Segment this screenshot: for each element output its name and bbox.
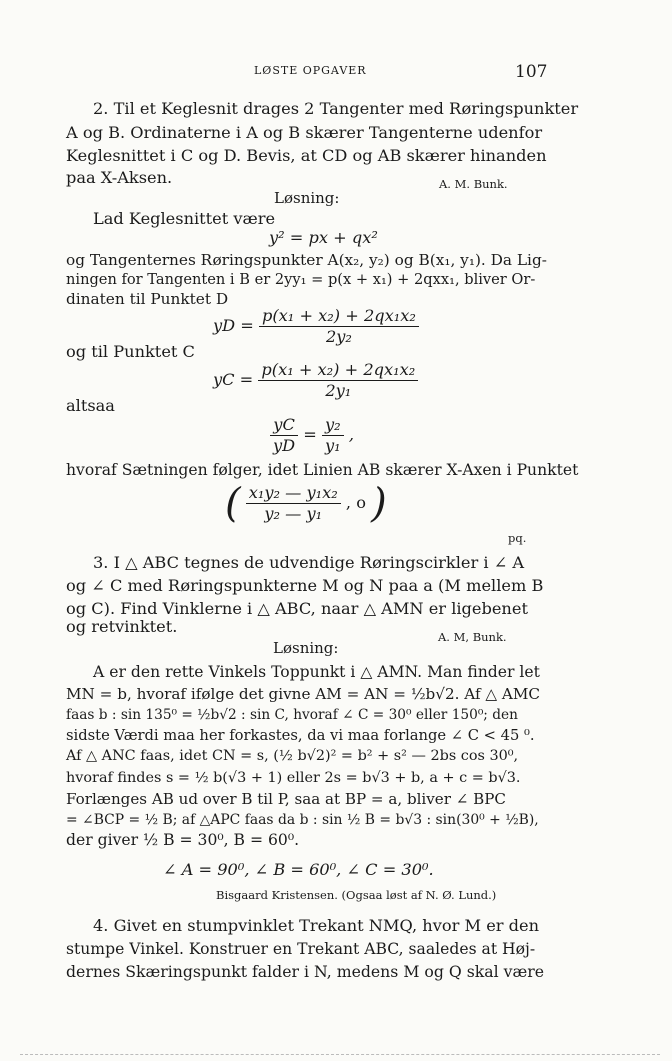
problem-2-line-4: paa X-Aksen. xyxy=(66,168,173,187)
tangent-line-3: dinaten til Punktet D xyxy=(66,290,229,308)
yD-fraction xyxy=(259,306,419,347)
tangent-line-2: ningen for Tangenten i B er 2yy₁ = p(x + x₁) + 2qxx₁, bliver Or- xyxy=(66,271,536,288)
problem-4-line-1: 4. Givet en stumpvinklet Trekant NMQ, hvor M er den xyxy=(93,916,540,935)
p3-sol-line-5: Af △ ANC faas, idet CN = s, (½ b√2)² = b² + s² — 2bs cos 30⁰, xyxy=(66,748,519,764)
problem-3-solution-heading: Løsning: xyxy=(273,639,339,657)
yD-lhs: yD = xyxy=(213,316,254,335)
equation-yD xyxy=(213,306,419,347)
running-header: LØSTE OPGAVER xyxy=(254,64,367,77)
problem-2-author: A. M. Bunk. xyxy=(439,177,508,191)
point-tail: , o xyxy=(345,493,366,512)
yD-denominator: 2y₂ xyxy=(325,327,352,346)
problem-2-line-1: 2. Til et Keglesnit drages 2 Tangenter med Røringspunkter xyxy=(93,99,579,118)
equation-ratio xyxy=(270,415,354,456)
problem-2-line-2: A og B. Ordinaterne i A og B skærer Tangenterne udenfor xyxy=(66,123,543,142)
equation-yC xyxy=(213,360,418,401)
problem-3-line-1: 3. I △ ABC tegnes de udvendige Røringscirkler i ∠ A xyxy=(93,553,525,572)
p3-sol-line-2: MN = b, hvoraf ifølge det givne AM = AN = ½b√2. Af △ AMC xyxy=(66,685,541,703)
point-fraction xyxy=(246,483,341,524)
tangent-line-1: og Tangenternes Røringspunkter A(x₂, y₂) og B(x₁, y₁). Da Lig- xyxy=(66,251,547,269)
right-paren: ) xyxy=(371,480,387,527)
ratio-left xyxy=(270,415,298,456)
problem-2-line-3: Keglesnittet i C og D. Bevis, at CD og AB skærer hinanden xyxy=(66,146,547,165)
signoff-pq: pq. xyxy=(508,531,527,545)
ratio-right xyxy=(322,415,344,456)
problem-3-result: ∠ A = 90⁰, ∠ B = 60⁰, ∠ C = 30⁰. xyxy=(163,860,434,879)
yC-lhs: yC = xyxy=(213,370,254,389)
ratio-right-num: y₂ xyxy=(322,415,344,436)
point-denominator: y₂ — y₁ xyxy=(264,504,323,523)
ratio-comma: , xyxy=(348,425,354,444)
altsaa: altsaa xyxy=(66,396,115,415)
conclusion: hvoraf Sætningen følger, idet Linien AB skærer X-Axen i Punktet xyxy=(66,461,579,479)
problem-3-credit: Bisgaard Kristensen. (Ogsaa løst af N. Ø. Lund.) xyxy=(216,888,497,902)
solution-intro: Lad Keglesnittet være xyxy=(93,209,276,228)
p3-sol-line-8: = ∠BCP = ½ B; af △APC faas da b : sin ½ B = b√3 : sin(30⁰ + ½B), xyxy=(66,812,539,828)
ratio-right-den: y₁ xyxy=(325,436,341,455)
problem-4-line-3: dernes Skæringspunkt falder i N, medens M og Q skal være xyxy=(66,962,544,981)
p3-sol-line-1: A er den rette Vinkels Toppunkt i △ AMN. Man finder let xyxy=(93,663,540,681)
left-paren: ( xyxy=(225,480,241,527)
page-number: 107 xyxy=(515,62,548,82)
problem-3-line-2: og ∠ C med Røringspunkterne M og N paa a (M mellem B xyxy=(66,576,544,595)
problem-3-author: A. M, Bunk. xyxy=(438,630,507,644)
p3-sol-line-7: Forlænges AB ud over B til P, saa at BP = a, bliver ∠ BPC xyxy=(66,790,506,808)
intersection-point xyxy=(225,480,387,527)
equation-conic: y² = px + qx² xyxy=(269,228,378,247)
problem-3-line-4: og retvinktet. xyxy=(66,617,178,636)
yC-numerator: p(x₁ + x₂) + 2qx₁x₂ xyxy=(258,360,418,381)
ratio-left-num: yC xyxy=(270,415,298,436)
yD-numerator: p(x₁ + x₂) + 2qx₁x₂ xyxy=(259,306,419,327)
p3-sol-line-9: der giver ½ B = 30⁰, B = 60⁰. xyxy=(66,831,300,849)
yC-denominator: 2y₁ xyxy=(325,381,352,400)
yC-fraction xyxy=(258,360,418,401)
p3-sol-line-4: sidste Værdi maa her forkastes, da vi maa forlange ∠ C < 45 ⁰. xyxy=(66,727,535,744)
to-point-C: og til Punktet C xyxy=(66,342,195,361)
ratio-equals: = xyxy=(303,425,317,444)
ratio-left-den: yD xyxy=(273,436,296,455)
problem-4-line-2: stumpe Vinkel. Konstruer en Trekant ABC, saaledes at Høj- xyxy=(66,940,536,958)
problem-2-solution-heading: Løsning: xyxy=(274,189,340,207)
point-numerator: x₁y₂ — y₁x₂ xyxy=(246,483,341,504)
problem-3-line-3: og C). Find Vinklerne i △ ABC, naar △ AMN er ligebenet xyxy=(66,599,528,618)
scan-edge xyxy=(20,1054,660,1055)
p3-sol-line-3: faas b : sin 135⁰ = ½b√2 : sin C, hvoraf ∠ C = 30⁰ eller 150⁰; den xyxy=(66,707,518,723)
p3-sol-line-6: hvoraf findes s = ½ b(√3 + 1) eller 2s = b√3 + b, a + c = b√3. xyxy=(66,770,521,786)
